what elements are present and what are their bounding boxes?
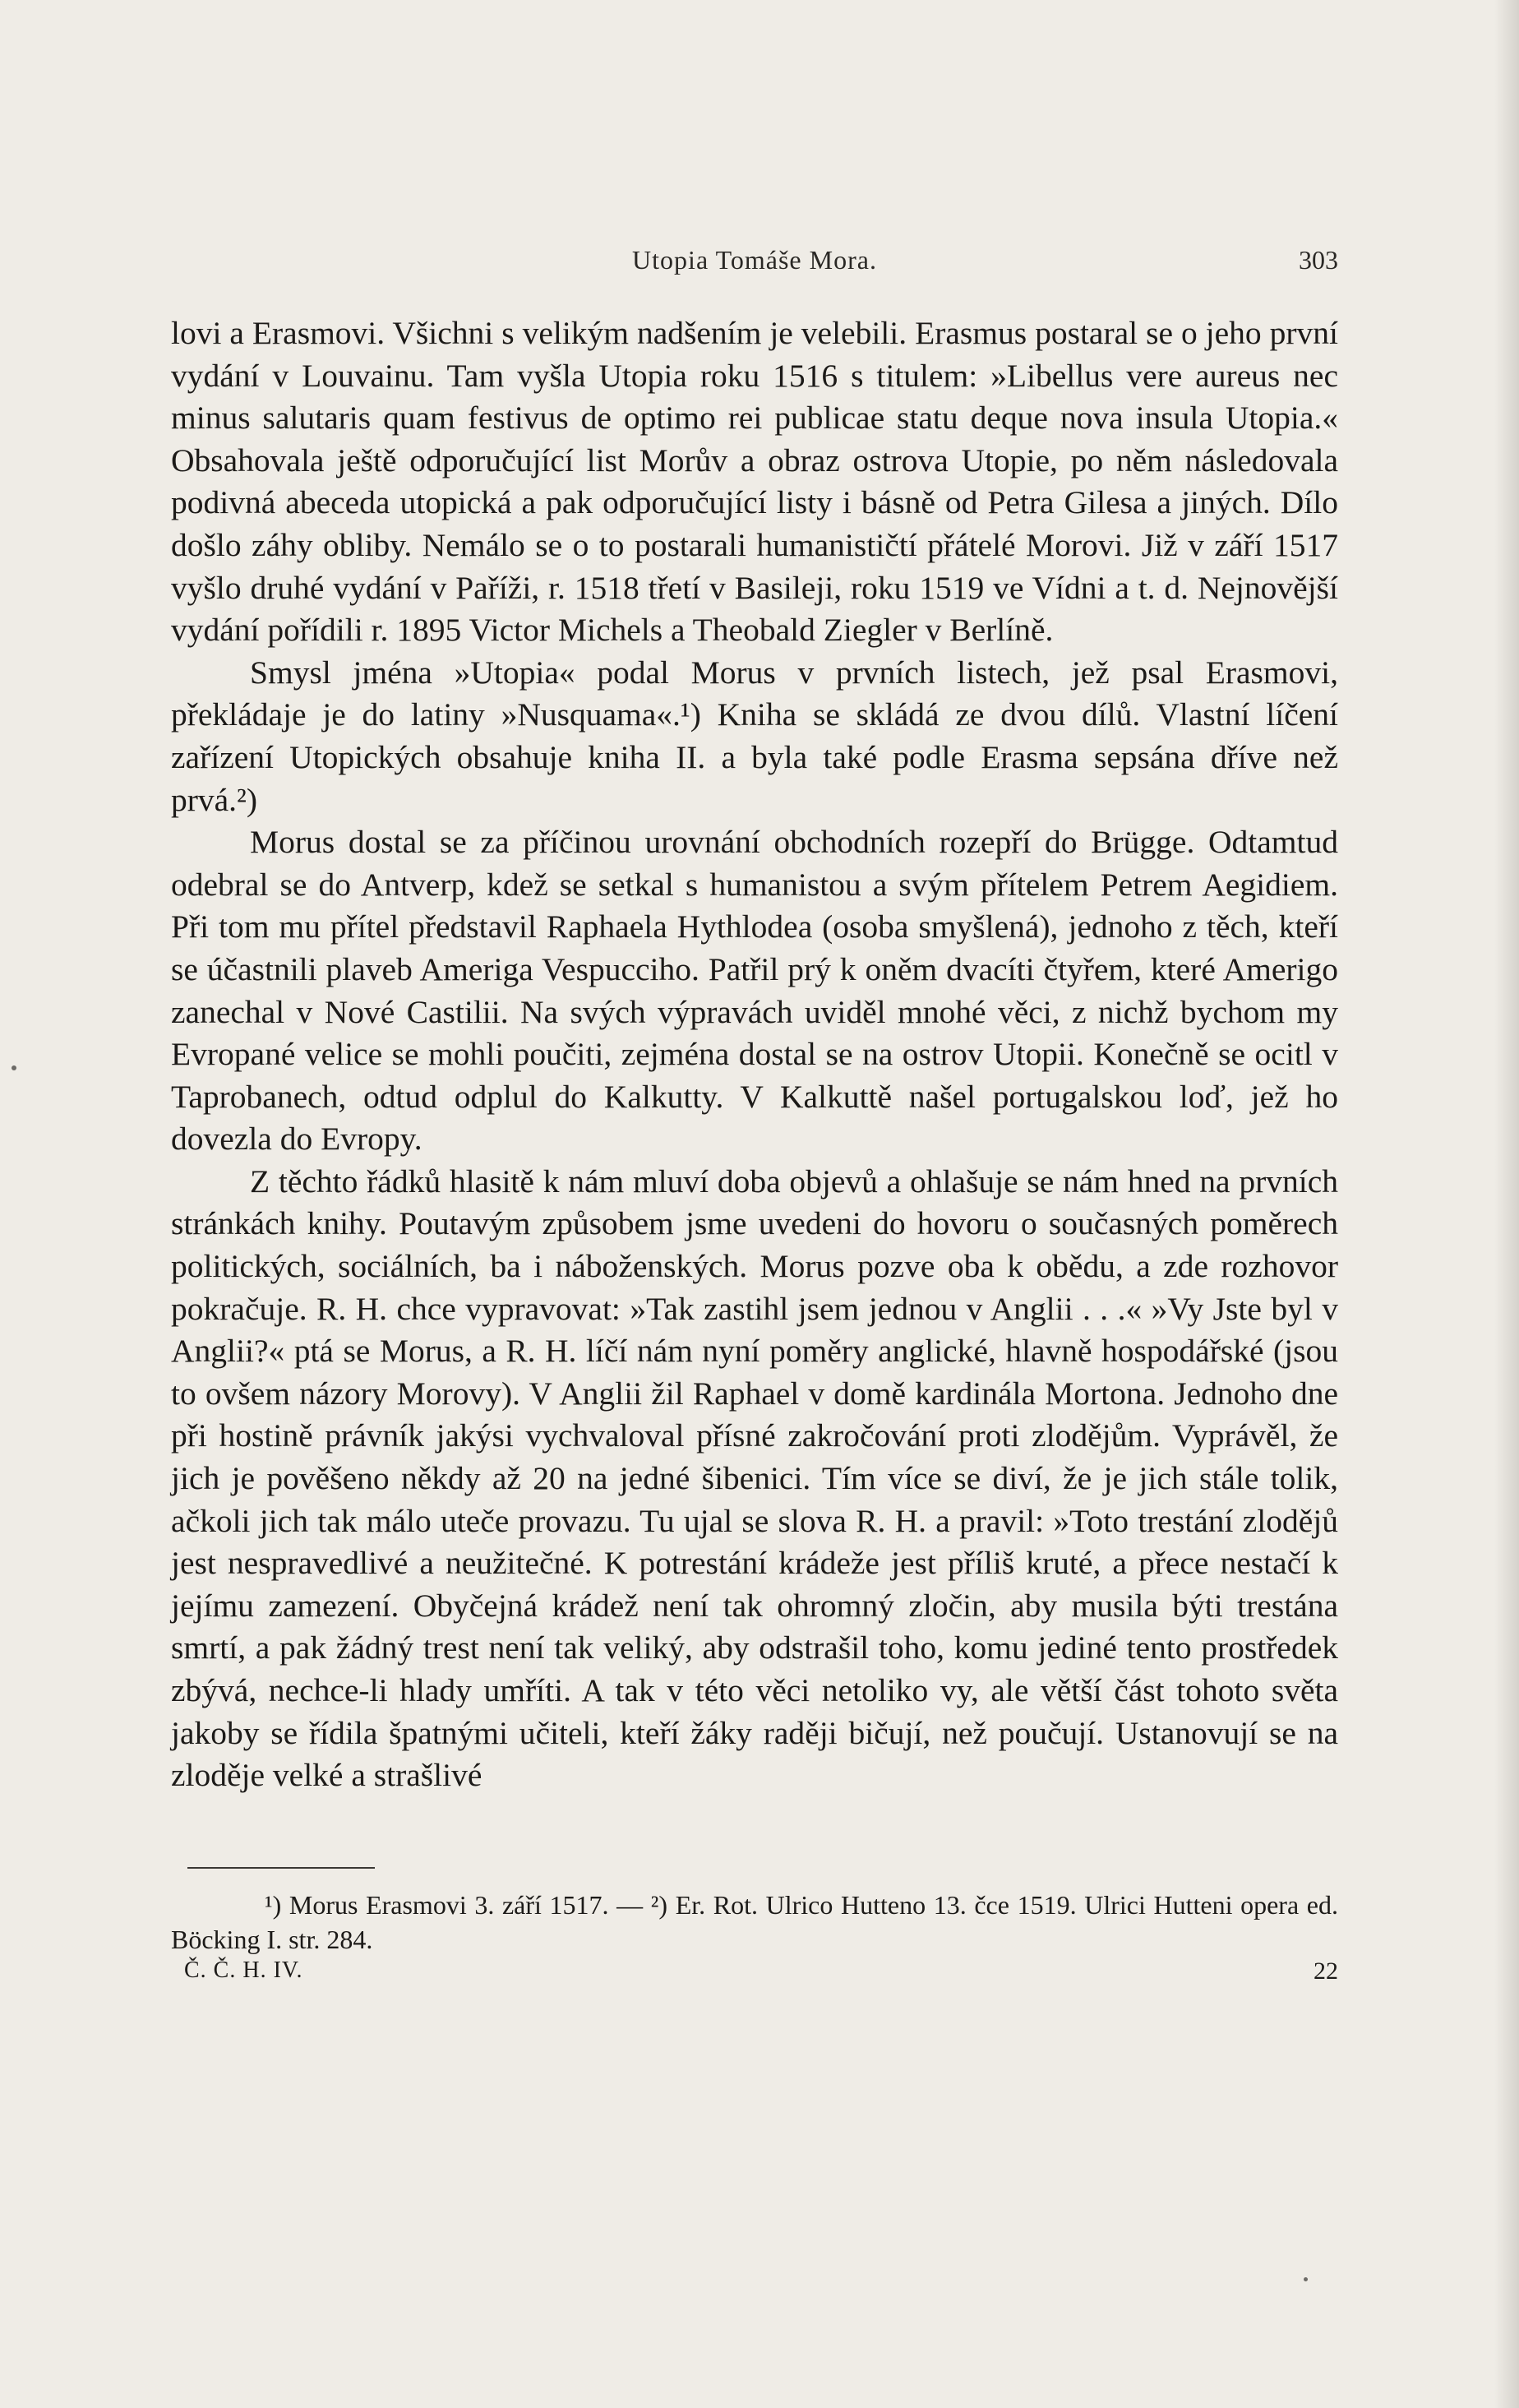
paragraph-4: Z těchto řádků hlasitě k nám mluví doba objevů a ohlašuje se nám hned na prvních stránkách knihy. Poutavým způsobem jsme uvedeni do hovoru o současných poměrech politických, sociálních, ba i náboženských. Morus pozve oba k obědu, a zde rozhovor pokračuje. R. H. chce vypravovat: »Tak zastihl jsem jednou v Anglii . . .« »Vy Jste byl v Anglii?« ptá se Morus, a R. H. líčí nám nyní poměry anglické, hlavně hospodářské (jsou to ovšem názory Morovy). V Anglii žil Raphael v domě kardinála Mortona. Jednoho dne při hostině právník jakýsi vychvaloval přísné zakročování proti zlodějům. Vyprávěl, že jich je pověšeno někdy až 20 na jedné šibenici. Tím více se diví, že je jich stále tolik, ačkoli jich tak málo uteče provazu. Tu ujal se slova R. H. a pravil: »Toto trestání zlodějů jest nespravedlivé a neužitečné. K potrestání krádeže jest příliš kruté, a přece nestačí k jejímu zamezení. Obyčejná krádež není tak ohromný zločin, aby musila býti trestána smrtí, a pak žádný trest není tak veliký, aby odstrašil toho, komu jediné tento prostředek zbývá, nechce-li hlady umříti. A tak v této věci netoliko vy, ale větší část tohoto světa jakoby se řídila špatnými učiteli, kteří žáky raději bičují, než poučují. Ustanovují se na zloděje velké a strašlivé xyxy=(171,1162,1338,1794)
paragraph-1: lovi a Erasmovi. Všichni s velikým nadšením je velebili. Erasmus postaral se o jeho první vydání v Louvainu. Tam vyšla Utopia roku 1516 s titulem: »Libellus vere aureus nec minus salutaris quam festivus de optimo rei publicae statu deque nova insula Utopia.« Obsahovala ještě odporučující list Morův a obraz ostrova Utopie, po něm následovala podivná abeceda utopická a pak odporučující listy i básně od Petra Gilesa a jiných. Dílo došlo záhy obliby. Nemálo se o to postarali humanističtí přátelé Morovi. Již v září 1517 vyšlo druhé vydání v Paříži, r. 1518 třetí v Basileji, roku 1519 ve Vídni a t. d. Nejnovější vydání pořídili r. 1895 Victor Michels a Theobald Ziegler v Berlíně. xyxy=(171,315,1338,649)
signature-mark: Č. Č. H. IV. xyxy=(184,1957,303,1983)
page-number: 303 xyxy=(1299,245,1338,275)
running-head: Utopia Tomáše Mora. xyxy=(632,245,877,275)
paragraph-2: Smysl jména »Utopia« podal Morus v prvních listech, jež psal Erasmovi, překládaje je do latiny »Nusquama«.¹) Kniha se skládá ze dvou dílů. Vlastní líčení zařízení Utopických obsahuje kniha II. a byla také podle Erasma sepsána dříve než prvá.²) xyxy=(171,654,1338,818)
scan-speck xyxy=(1304,2277,1308,2281)
paragraph-3: Morus dostal se za příčinou urovnání obchodních rozepří do Brügge. Odtamtud odebral se do Antverp, kdež se setkal s humanistou a svým přítelem Petrem Aegidiem. Při tom mu přítel představil Raphaela Hythlodea (osoba smyšlená), jednoho z těch, kteří se účastnili plaveb Ameriga Vespucciho. Patřil prý k oněm dvacíti čtyřem, které Amerigo zanechal v Nové Castilii. Na svých výpravách uviděl mnohé věci, z nichž bychom my Evropané velice se mohli poučiti, zejména dostal se na ostrov Utopii. Konečně se ocitl v Taprobanech, odtud odplul do Kalkutty. V Kalkuttě našel portugalskou loď, jež ho dovezla do Evropy. xyxy=(171,824,1338,1158)
page-header xyxy=(171,245,1338,286)
scan-speck xyxy=(12,1065,16,1070)
scan-edge-shadow xyxy=(1494,0,1519,2408)
sheet-number: 22 xyxy=(1314,1957,1338,1985)
footnote-divider xyxy=(187,1867,375,1869)
page-footer xyxy=(171,1957,1338,1990)
footnotes xyxy=(171,1888,1338,1957)
body-text xyxy=(171,312,1338,1797)
footnote-1: ¹) Morus Erasmovi 3. září 1517. — ²) Er. Rot. Ulrico Hutteno 13. čce 1519. Ulrici Hutteni opera ed. Böcking I. str. 284. xyxy=(171,1890,1338,1954)
